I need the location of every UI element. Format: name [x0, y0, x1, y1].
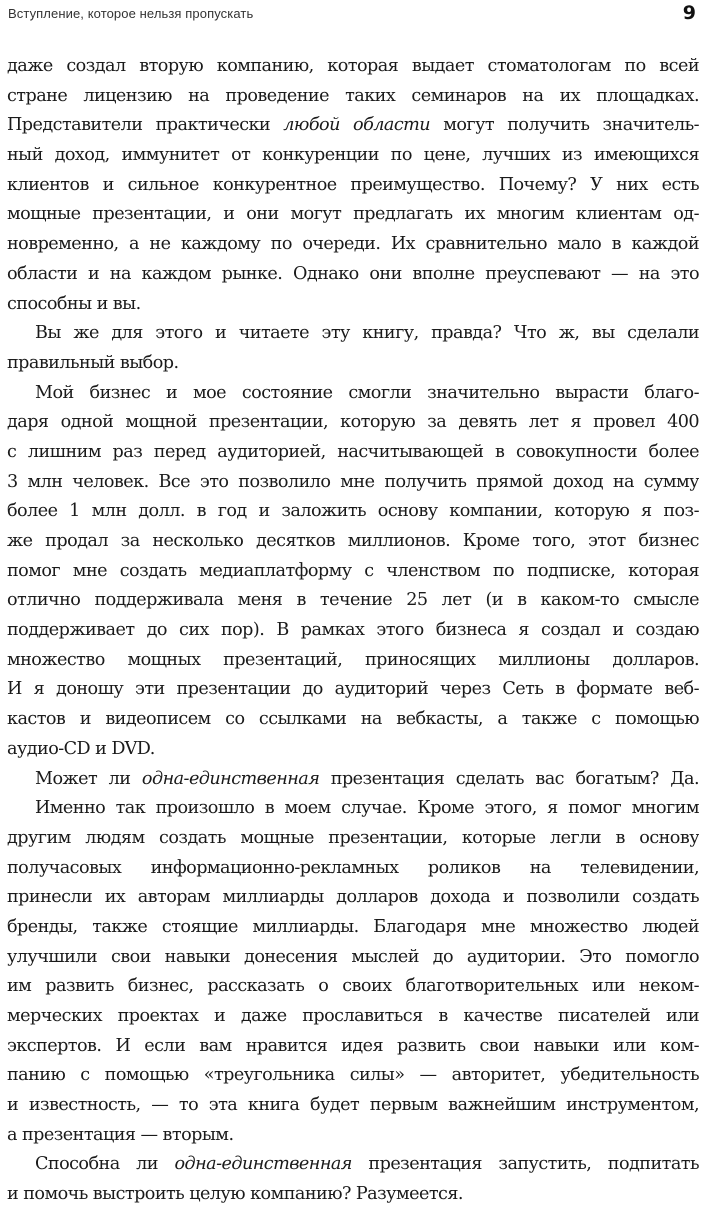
- text-line: улучшили свои навыки донесения мыслей до аудитории. Это помогло: [7, 946, 699, 967]
- text-line: кастов и видеописем со ссылками на вебкасты, а также с помощью: [7, 709, 699, 730]
- text-line: им развить бизнес, рассказать о своих благотворительных или неком-: [7, 976, 699, 997]
- text-run: презентация запустить, подпитать: [351, 1154, 699, 1175]
- text-line: новременно, а не каждому по очереди. Их сравнительно мало в каждой: [7, 234, 699, 255]
- text-line: способны и вы.: [7, 293, 141, 314]
- text-line: стране лицензию на проведение таких семинаров на их площадках.: [7, 85, 699, 106]
- body-text: [7, 52, 699, 1210]
- text-run: Представители практически: [7, 115, 284, 136]
- emphasis: одна-единственная: [141, 768, 320, 789]
- text-line: [7, 1150, 699, 1180]
- text-line: ный доход, иммунитет от конкуренции по цене, лучших из имеющихся: [7, 145, 699, 166]
- text-line: более 1 млн долл. в год и заложить основу компании, которую я поз-: [7, 501, 699, 522]
- text-line: мерческих проектах и даже прославиться в качестве писателей или: [7, 1006, 699, 1026]
- page-number: 9: [682, 2, 696, 24]
- text-run: Может ли: [35, 768, 142, 789]
- text-line: экспертов. И если вам нравится идея развить свои навыки или ком-: [7, 1035, 699, 1056]
- text-line: бренды, также стоящие миллиарды. Благодаря мне множество людей: [7, 916, 699, 937]
- text-line: мощные презентации, и они могут предлагать их многим клиентам од-: [7, 204, 699, 225]
- text-line: другим людям создать мощные презентации, которые легли в основу: [7, 827, 699, 848]
- text-line: правильный выбор.: [7, 352, 179, 373]
- text-line: клиентов и сильное конкурентное преимущество. Почему? У них есть: [7, 174, 699, 195]
- text-line: [7, 765, 699, 795]
- text-line: 3 млн человек. Все это позволило мне получить прямой доход на сумму: [7, 471, 699, 492]
- text-line: И я доношу эти презентации до аудиторий через Сеть в формате веб-: [7, 679, 699, 700]
- running-head: Вступление, которое нельзя пропускать: [8, 6, 254, 21]
- emphasis: одна-единственная: [174, 1154, 352, 1175]
- text-line: поддерживает до сих пор). В рамках этого бизнеса я создал и создаю: [7, 620, 699, 641]
- text-run: презентация сделать вас богатым? Да.: [319, 768, 699, 789]
- text-line: даже создал вторую компанию, которая выдает стоматологам по всей: [7, 56, 699, 76]
- text-line: [7, 111, 699, 141]
- text-run: могут получить значитель-: [430, 115, 699, 136]
- text-line: с лишним раз перед аудиторией, насчитывающей в совокупности более: [7, 441, 699, 462]
- text-line: множество мощных презентаций, приносящих миллионы долларов.: [7, 649, 699, 670]
- text-line: отлично поддерживала меня в течение 25 лет (и в каком-то смысле: [7, 590, 699, 611]
- text-line: и помочь выстроить целую компанию? Разумеется.: [7, 1184, 463, 1205]
- text-line: же продал за несколько десятков миллионов. Кроме того, этот бизнес: [7, 531, 699, 551]
- text-line: а презентация — вторым.: [7, 1124, 234, 1145]
- text-run: Способна ли: [35, 1154, 175, 1175]
- text-line: панию с помощью «треугольника силы» — авторитет, убедительность: [7, 1065, 699, 1086]
- text-line: аудио-CD и DVD.: [7, 738, 155, 759]
- text-line: принесли их авторам миллиарды долларов дохода и позволили создать: [7, 887, 699, 908]
- text-line: даря одной мощной презентации, которую за девять лет я провел 400: [7, 412, 699, 433]
- text-line: Мой бизнес и мое состояние смогли значительно вырасти благо-: [35, 382, 699, 403]
- text-line: области и на каждом рынке. Однако они вполне преуспевают — на это: [7, 263, 699, 284]
- text-line: помог мне создать медиаплатформу с членством по подписке, которая: [7, 560, 699, 581]
- text-line: получасовых информационно-рекламных роликов на телевидении,: [7, 857, 699, 878]
- text-line: Вы же для этого и читаете эту книгу, правда? Что ж, вы сделали: [35, 323, 699, 344]
- text-line: и известность, — то эта книга будет первым важнейшим инструментом,: [7, 1095, 699, 1116]
- emphasis: любой области: [283, 115, 431, 136]
- text-line: Именно так произошло в моем случае. Кроме этого, я помог многим: [35, 798, 699, 819]
